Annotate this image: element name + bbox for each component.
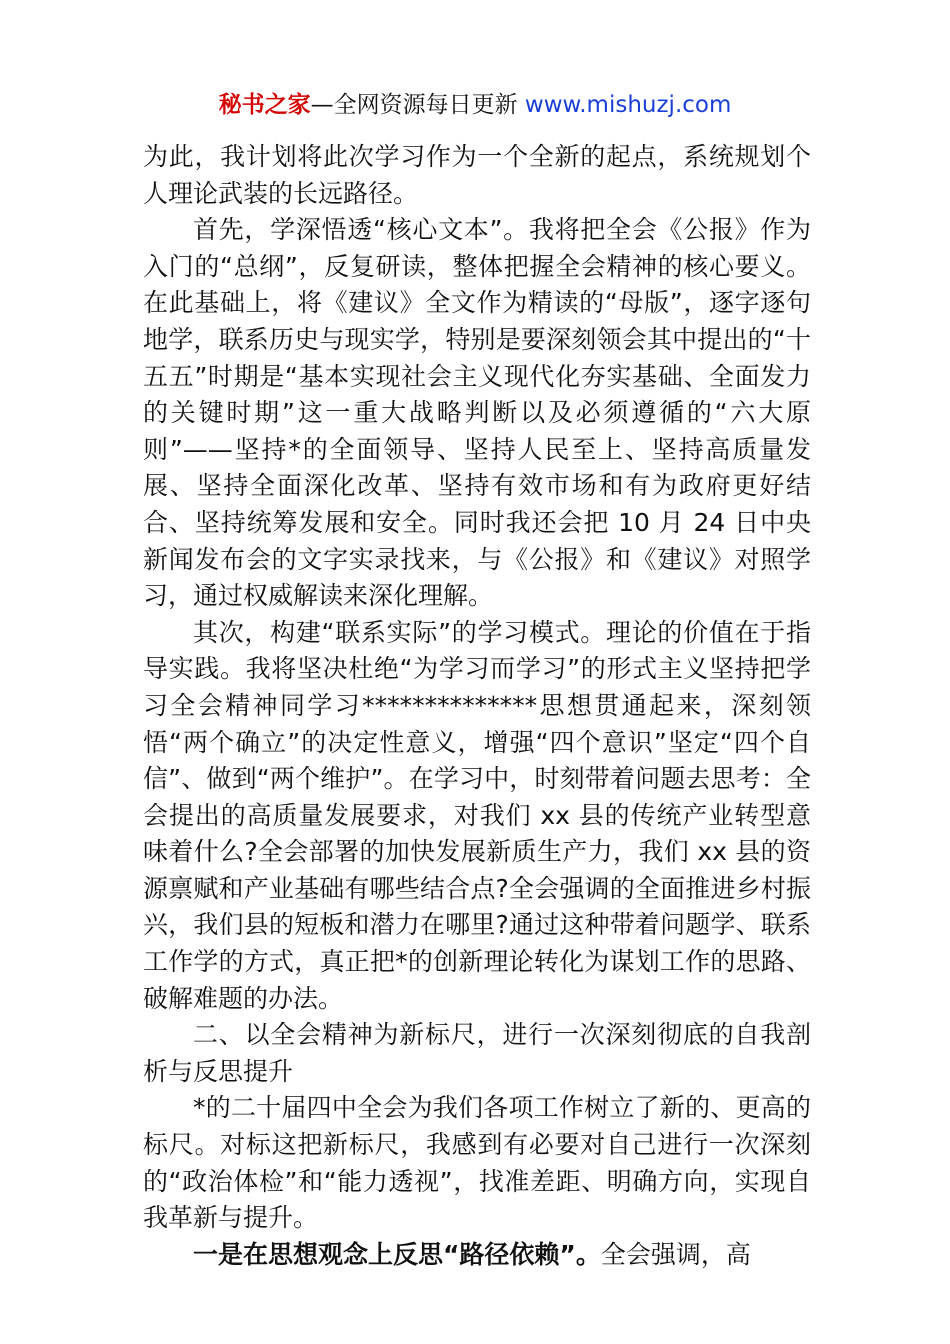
site-url-link[interactable]: www.mishuzj.com [524,92,732,118]
site-header [0,88,950,122]
paragraph-intro: 为此，我计划将此次学习作为一个全新的起点，系统规划个人理论武装的长远路径。 [143,142,811,208]
site-brand: 秘书之家 [218,92,311,118]
header-tagline: —全网资源每日更新 [310,92,525,118]
section-heading: 二、以全会精神为新标尺，进行一次深刻彻底的自我剖析与反思提升 [143,1020,811,1086]
point-one-lead: 一是在思想观念上反思“路径依赖”。 [193,1239,601,1269]
paragraph-section-intro: *的二十届四中全会为我们各项工作树立了新的、更高的标尺。对标这把新标尺，我感到有必要对自己进行一次深刻的“政治体检”和“能力透视”，找准差距、明确方向，实现自我革新与提升。 [143,1093,811,1233]
point-one-text: 全会强调，高 [600,1239,751,1269]
paragraph-second: 其次，构建“联系实际”的学习模式。理论的价值在于指导实践。我将坚决杜绝“为学习而学习”的形式主义坚持把学习全会精神同学习**************思想贯通起来，深刻领悟“两个确立”的决定性意义，增强“四个意识”坚定“四个自信”、做到“两个维护”。在学习中，时刻带着问题去思考：全会提出的高质量发展要求，对我们 xx 县的传统产业转型意味着什么?全会部署的加快发展新质生产力，我们 xx 县的资源禀赋和产业基础有哪些结合点?全会强调的全面推进乡村振兴，我们县的短板和潜力在哪里?通过这种带着问题学、联系工作学的方式，真正把*的创新理论转化为谋划工作的思路、破解难题的办法。 [143,617,811,1013]
paragraph-point-one [143,1237,811,1274]
paragraph-first: 首先，学深悟透“核心文本”。我将把全会《公报》作为入门的“总纲”，反复研读，整体把握全会精神的核心要义。在此基础上，将《建议》全文作为精读的“母版”，逐字逐句地学，联系历史与现实学，特别是要深刻领会其中提出的“十五五”时期是“基本实现社会主义现代化夯实基础、全面发力的关键时期”这一重大战略判断以及必须遵循的“六大原则”——坚持*的全面领导、坚持人民至上、坚持高质量发展、坚持全面深化改革、坚持有效市场和有为政府更好结合、坚持统筹发展和安全。同时我还会把 10 月 24 日中央新闻发布会的文字实录找来，与《公报》和《建议》对照学习，通过权威解读来深化理解。 [143,215,811,611]
document-body [143,139,811,1273]
